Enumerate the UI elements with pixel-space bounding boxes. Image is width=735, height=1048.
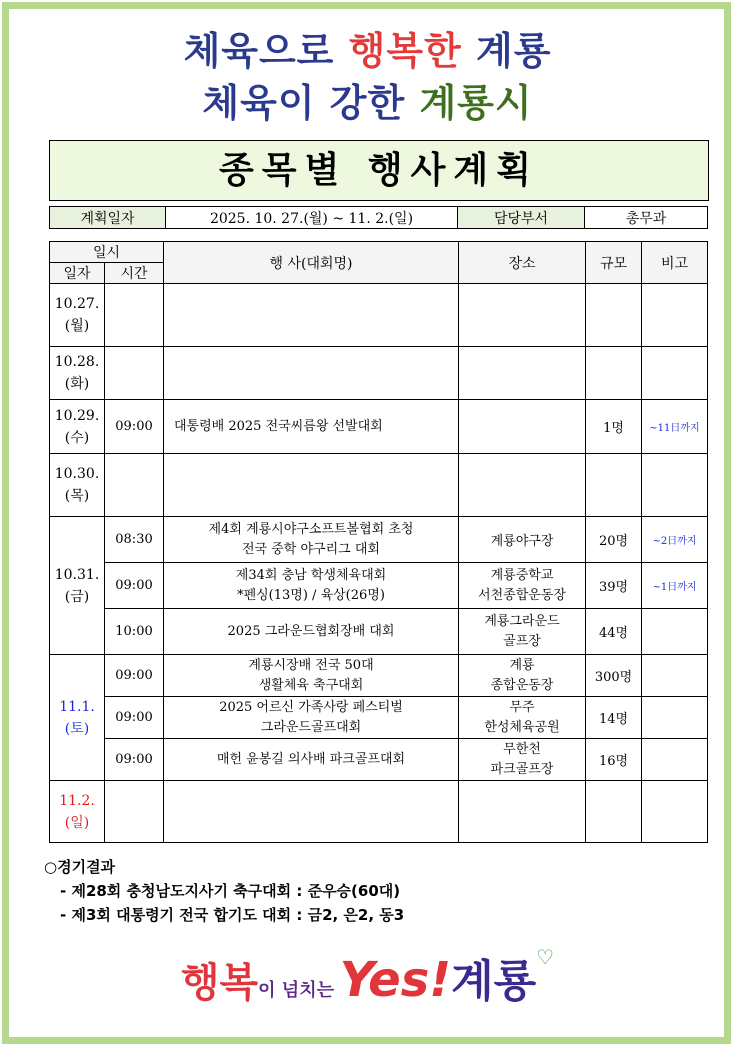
scale-cell: 300명 <box>586 655 642 697</box>
date-text: 10.31. <box>54 566 100 583</box>
weekday-text: (금) <box>64 588 90 605</box>
time-cell: 10:00 <box>105 609 164 655</box>
place-cell <box>459 609 586 655</box>
place-text: 무한천 <box>503 741 541 757</box>
weekday-text: (월) <box>64 318 90 334</box>
date-cell <box>50 284 105 347</box>
time-cell: 08:30 <box>105 517 164 563</box>
place-text: 한성체육공원 <box>484 719 560 735</box>
date-text: 11.2. <box>59 792 95 809</box>
header-note: 비고 <box>642 242 708 284</box>
place-text: 파크골프장 <box>490 761 554 777</box>
header-place: 장소 <box>459 242 586 284</box>
event-text: *펜싱(13명) / 육상(26명) <box>237 587 385 603</box>
department-label: 담당부서 <box>458 207 585 229</box>
slogan-text: 행복 <box>180 960 259 1006</box>
scale-cell: 1명 <box>586 400 642 454</box>
place-text: 종합운동장 <box>490 677 554 693</box>
event-cell <box>164 655 459 697</box>
place-text: 골프장 <box>503 633 541 649</box>
slogan-text: Yes! <box>339 952 452 1008</box>
slogan-text: 체육이 강한 <box>202 81 406 125</box>
date-cell <box>50 781 105 843</box>
slogan-line-1 <box>0 20 735 75</box>
place-text: 무주 <box>509 699 535 715</box>
event-text: 생활체육 축구대회 <box>258 677 364 693</box>
table-row <box>50 400 708 454</box>
table-row <box>50 609 708 655</box>
scale-cell: 39명 <box>586 563 642 609</box>
scale-cell: 14명 <box>586 697 642 739</box>
place-cell <box>459 697 586 739</box>
note-cell: ~1日까지 <box>642 563 708 609</box>
time-cell: 09:00 <box>105 400 164 454</box>
date-cell <box>50 517 105 655</box>
table-row <box>50 517 708 563</box>
place-cell <box>459 563 586 609</box>
weekday-text: (목) <box>64 488 90 504</box>
slogan-line-2 <box>0 72 735 127</box>
note-cell: ~2日까지 <box>642 517 708 563</box>
date-cell <box>50 347 105 400</box>
table-row <box>50 697 708 739</box>
event-text: 2025 어르신 가족사랑 페스티벌 <box>219 699 403 715</box>
time-cell: 09:00 <box>105 563 164 609</box>
time-cell: 09:00 <box>105 697 164 739</box>
place-cell <box>459 655 586 697</box>
scale-cell: 20명 <box>586 517 642 563</box>
event-text: 계룡시장배 전국 50대 <box>248 657 374 673</box>
date-text: 10.27. <box>54 296 100 312</box>
weekday-text: (수) <box>64 429 90 446</box>
table-row <box>50 655 708 697</box>
table-row <box>50 563 708 609</box>
slogan-text: 계룡 <box>476 29 552 73</box>
note-cell: ~11日까지 <box>642 400 708 454</box>
header-time: 시간 <box>105 263 164 284</box>
date-cell <box>50 655 105 781</box>
place-text: 계룡중학교 <box>490 567 554 583</box>
event-cell <box>164 517 459 563</box>
plan-date-value: 2025. 10. 27.(월) ~ 11. 2.(일) <box>166 207 458 229</box>
place-text: 계룡 <box>509 657 535 673</box>
plan-date-label: 계획일자 <box>50 207 166 229</box>
header-scale: 규모 <box>586 242 642 284</box>
date-cell <box>50 454 105 517</box>
event-cell: 대통령배 2025 전국씨름왕 선발대회 <box>164 400 459 454</box>
event-text: 그라운드골프대회 <box>260 719 362 735</box>
time-cell: 09:00 <box>105 655 164 697</box>
result-item: - 제28회 충청남도지사기 축구대회 : 준우승(60대) <box>60 882 401 900</box>
table-row <box>50 454 708 517</box>
plan-info-table <box>49 206 708 229</box>
slogan-text: 계룡시 <box>419 81 533 125</box>
slogan-text: 이 넘치는 <box>258 980 334 1001</box>
event-text: 전국 중학 야구리그 대회 <box>242 541 380 557</box>
date-text: 10.30. <box>54 466 100 482</box>
header-date: 일자 <box>50 263 105 284</box>
weekday-text: (화) <box>64 376 90 392</box>
schedule-table <box>49 241 708 843</box>
heart-icon: ♡ <box>536 945 555 969</box>
header-event: 행 사(대회명) <box>164 242 459 284</box>
scale-cell: 44명 <box>586 609 642 655</box>
event-cell <box>164 563 459 609</box>
place-text: 계룡그라운드 <box>484 613 560 629</box>
place-cell <box>459 739 586 781</box>
table-row <box>50 347 708 400</box>
event-text: 제4회 계룡시야구소프트볼협회 초청 <box>208 521 414 537</box>
weekday-text: (토) <box>64 720 90 737</box>
table-row <box>50 284 708 347</box>
date-text: 10.28. <box>54 354 100 370</box>
date-text: 11.1. <box>59 698 95 715</box>
slogan-text: 행복한 <box>348 29 462 73</box>
weekday-text: (일) <box>64 814 90 831</box>
event-cell <box>164 697 459 739</box>
place-text: 서천종합운동장 <box>478 587 566 603</box>
results-heading: ○경기결과 <box>44 858 116 876</box>
date-text: 10.29. <box>54 407 100 424</box>
table-row <box>50 739 708 781</box>
event-cell: 매헌 윤봉길 의사배 파크골프대회 <box>164 739 459 781</box>
department-value: 총무과 <box>585 207 708 229</box>
slogan-text: 계룡 <box>451 956 537 1007</box>
slogan-text: 체육으로 <box>183 29 335 73</box>
scale-cell: 16명 <box>586 739 642 781</box>
page-title: 종목별 행사계획 <box>49 140 709 201</box>
header-datetime: 일시 <box>50 242 164 263</box>
event-text: 제34회 충남 학생체육대회 <box>235 567 387 583</box>
table-row <box>50 781 708 843</box>
event-cell: 2025 그라운드협회장배 대회 <box>164 609 459 655</box>
time-cell: 09:00 <box>105 739 164 781</box>
date-cell <box>50 400 105 454</box>
place-cell: 계룡야구장 <box>459 517 586 563</box>
results-section <box>44 855 404 927</box>
bottom-slogan <box>0 945 735 1009</box>
result-item: - 제3회 대통령기 전국 합기도 대회 : 금2, 은2, 동3 <box>60 906 405 924</box>
